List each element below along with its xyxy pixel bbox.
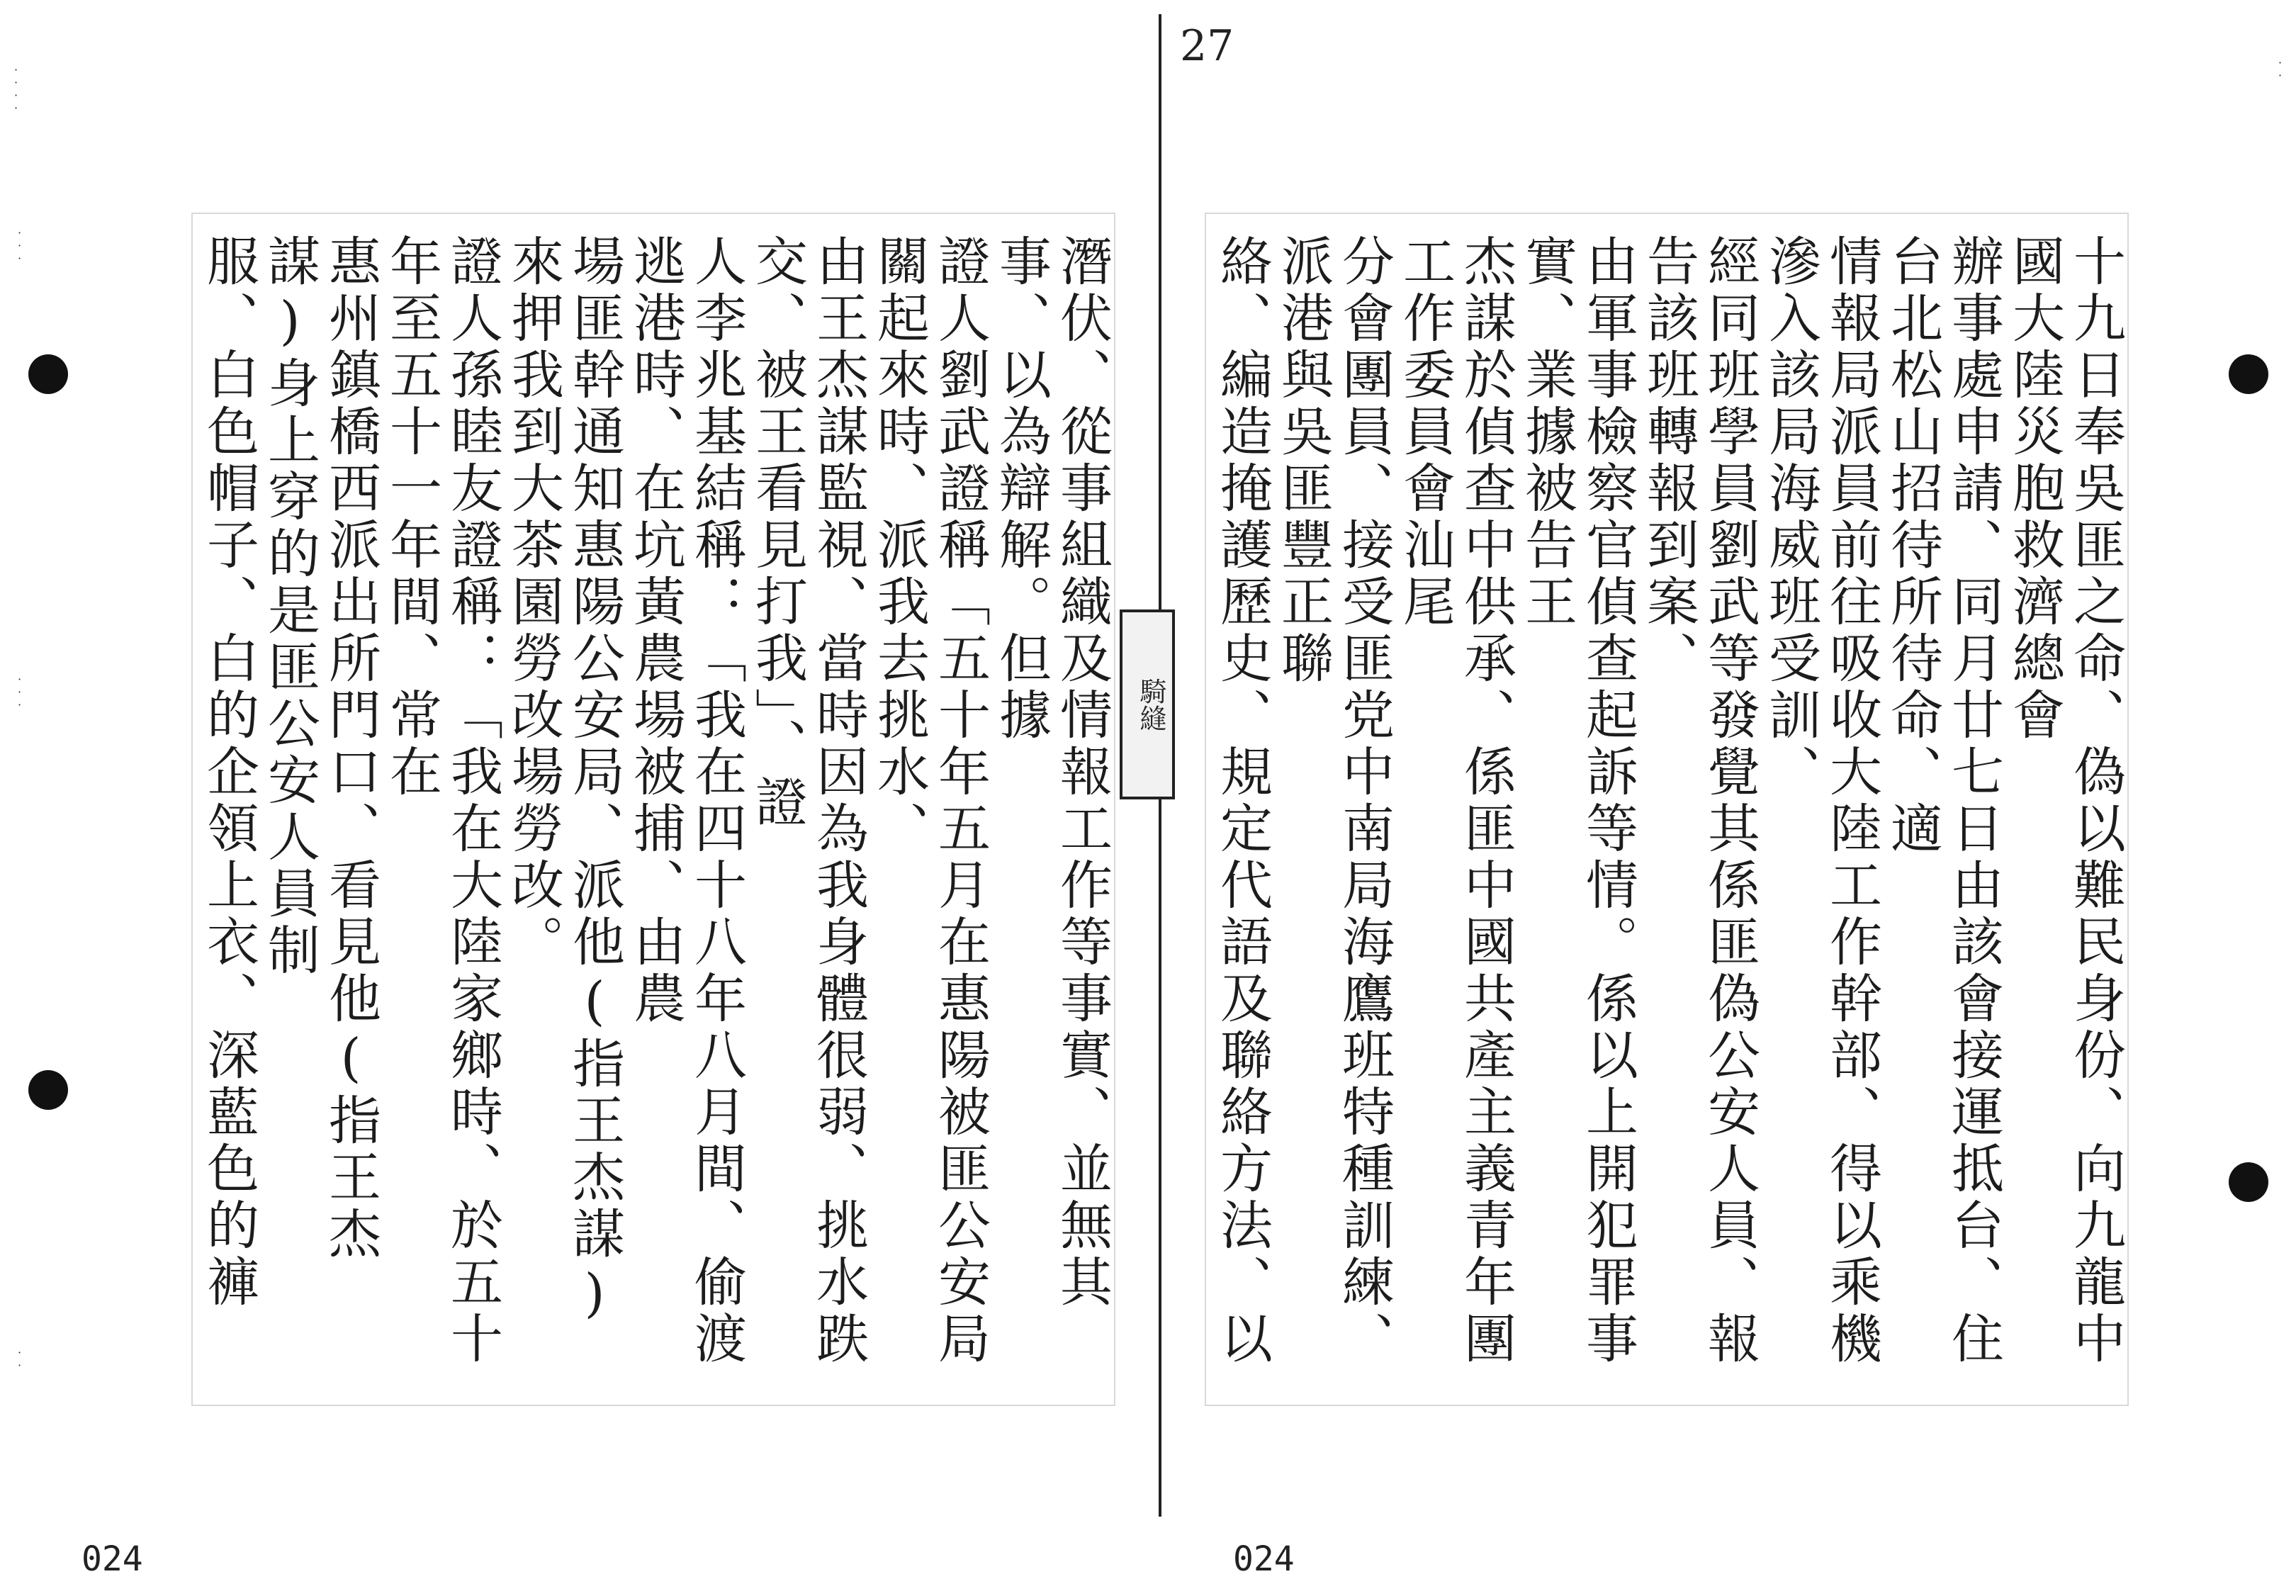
left-page-column: 潛伏、從事組織及情報工作等事實、並無其事、以為辯解。但據 (991, 234, 1113, 1311)
right-page-column: 情報局派員前往吸收大陸工作幹部、得以乘機滲入該局海威班受訓、 (1760, 234, 1882, 1368)
left-page-column: 場匪幹通知惠陽公安局、派他(指王杰謀)來押我到大茶園勞改場勞改。 (503, 234, 625, 1328)
punch-hole-right-top (2229, 354, 2268, 394)
left-page-number: 024 (81, 1539, 143, 1579)
margin-dots-left-4: · · (18, 1346, 22, 1372)
right-page-column: 杰謀於偵查中供承、係匪中國共產主義青年團工作委員會汕尾 (1395, 234, 1516, 1368)
right-page-column: 經同班學員劉武等發覺其係匪偽公安人員、報告該班轉報到案、 (1638, 234, 1760, 1368)
right-page-column: 分會團員、接受匪党中南局海鷹班特種訓練、派港與吳匪豐正聯 (1273, 234, 1395, 1368)
punch-hole-left-top (28, 354, 68, 394)
left-page-column: 證人孫睦友證稱：「我在大陸家鄉時、於五十年至五十一年間、常在 (381, 234, 503, 1368)
punch-hole-right-bottom (2229, 1162, 2268, 1202)
handwritten-corner-mark: 27 (1180, 21, 1234, 71)
margin-dots-left-2: · · · (18, 226, 22, 265)
left-page-column: 服、白色帽子、白的企領上衣、深藍色的褲 (198, 234, 259, 1311)
right-page-column: 十九日奉吳匪之命、偽以難民身份、向九龍中國大陸災胞救濟總會 (2004, 234, 2126, 1368)
margin-dots-left-1: · · · · (14, 63, 18, 115)
right-page-column: 絡、編造掩護歷史、規定代語及聯絡方法、以 (1212, 234, 1273, 1368)
margin-dots-left-3: · · · (18, 673, 22, 712)
right-page-number: 024 (1233, 1539, 1295, 1579)
left-page-column: 證人劉武證稱「五十年五月在惠陽被匪公安局關起來時、派我去挑水、 (869, 234, 991, 1368)
right-page-column: 辦事處申請、同月廿七日由該會接運抵台、住台北松山招待所待命、適 (1882, 234, 2004, 1368)
left-page-text (198, 234, 1113, 1375)
margin-dots-right: · · (2278, 56, 2283, 82)
left-page-column: 惠州鎮橋西派出所門口、看見他(指王杰謀)身上穿的是匪公安人員制 (259, 234, 381, 1263)
left-page-column: 由王杰謀監視、當時因為我身體很弱、挑水跌交、被王看見打我」、證 (747, 234, 869, 1368)
right-page-text (1212, 234, 2126, 1375)
right-page-column: 由軍事檢察官偵查起訴等情。係以上開犯罪事實、業據被告王 (1516, 234, 1638, 1368)
spine-stamp: 騎縫 (1120, 609, 1175, 799)
left-page-column: 人李兆基結稱：「我在四十八年八月間、偷渡逃港時、在坑黃農場被捕、由農 (625, 234, 747, 1368)
punch-hole-left-bottom (28, 1070, 68, 1110)
